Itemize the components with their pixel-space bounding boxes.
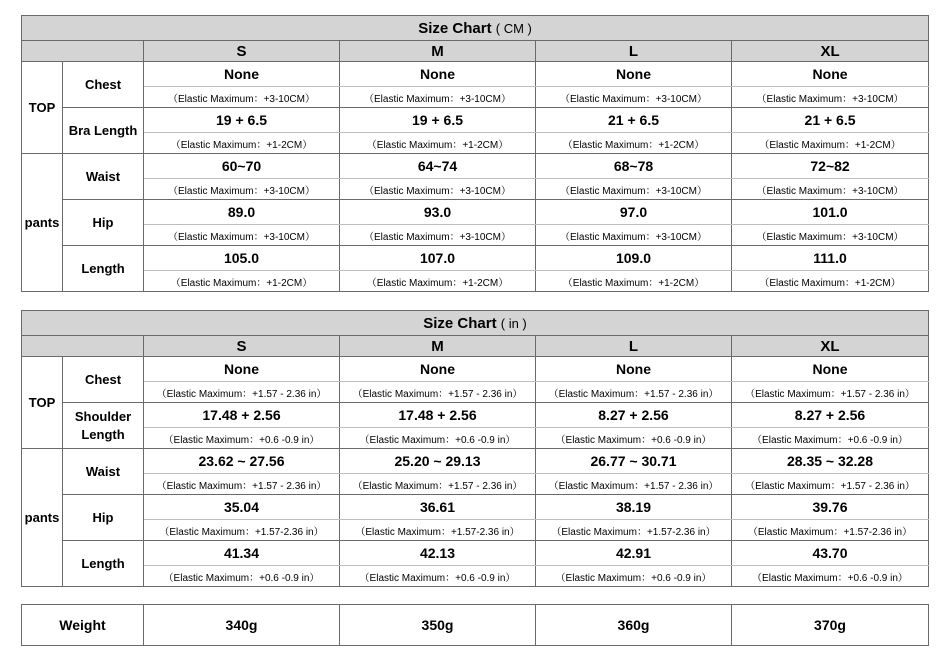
value-cell: 28.35 ~ 32.28 <box>732 449 929 474</box>
value-cell: 97.0 <box>536 200 732 225</box>
elastic-note: （Elastic Maximum：+1.57 - 2.36 in） <box>732 474 929 495</box>
elastic-note: （Elastic Maximum：+1-2CM） <box>732 133 929 154</box>
value-cell: None <box>340 62 536 87</box>
value-cell: 42.91 <box>536 541 732 566</box>
measurement-label: Bra Length <box>63 108 144 154</box>
weight-row <box>22 605 929 646</box>
elastic-note: （Elastic Maximum：+0.6 -0.9 in） <box>340 428 536 449</box>
chart-title-text: Size Chart <box>423 314 497 332</box>
group-label-pants: pants <box>22 449 63 587</box>
weight-value-l: 360g <box>536 605 732 646</box>
elastic-note: （Elastic Maximum：+3-10CM） <box>340 87 536 108</box>
value-cell: 23.62 ~ 27.56 <box>144 449 340 474</box>
value-cell: 17.48 + 2.56 <box>144 403 340 428</box>
elastic-note: （Elastic Maximum：+3-10CM） <box>144 87 340 108</box>
value-cell: 21 + 6.5 <box>536 108 732 133</box>
elastic-note: （Elastic Maximum：+1-2CM） <box>536 271 732 292</box>
elastic-note: （Elastic Maximum：+3-10CM） <box>536 179 732 200</box>
value-cell: 36.61 <box>340 495 536 520</box>
measurement-label: Hip <box>63 495 144 541</box>
row-length <box>22 246 929 271</box>
weight-value-s: 340g <box>144 605 340 646</box>
value-cell: 17.48 + 2.56 <box>340 403 536 428</box>
elastic-note: （Elastic Maximum：+1.57 - 2.36 in） <box>340 474 536 495</box>
value-cell: 89.0 <box>144 200 340 225</box>
row-waist-elastic <box>22 474 929 495</box>
value-cell: 43.70 <box>732 541 929 566</box>
size-header-l: L <box>536 41 732 62</box>
size-chart-cm-table <box>21 15 929 292</box>
header-corner <box>22 41 144 62</box>
elastic-note: （Elastic Maximum：+3-10CM） <box>732 225 929 246</box>
row-waist <box>22 449 929 474</box>
elastic-note: （Elastic Maximum：+1.57-2.36 in） <box>732 520 929 541</box>
value-cell: 109.0 <box>536 246 732 271</box>
elastic-note: （Elastic Maximum：+0.6 -0.9 in） <box>340 566 536 587</box>
elastic-note: （Elastic Maximum：+1.57 - 2.36 in） <box>732 382 929 403</box>
elastic-note: （Elastic Maximum：+1.57-2.36 in） <box>536 520 732 541</box>
measurement-label: Length <box>63 541 144 587</box>
size-header-row <box>22 336 929 357</box>
elastic-note: （Elastic Maximum：+3-10CM） <box>732 179 929 200</box>
value-cell: 42.13 <box>340 541 536 566</box>
value-cell: 101.0 <box>732 200 929 225</box>
value-cell: None <box>340 357 536 382</box>
chart-title <box>22 16 929 41</box>
chart-title-text: Size Chart <box>418 19 492 37</box>
elastic-note: （Elastic Maximum：+1.57 - 2.36 in） <box>144 474 340 495</box>
value-cell: 35.04 <box>144 495 340 520</box>
weight-table <box>21 604 929 646</box>
elastic-note: （Elastic Maximum：+0.6 -0.9 in） <box>144 428 340 449</box>
elastic-note: （Elastic Maximum：+1.57 - 2.36 in） <box>340 382 536 403</box>
row-chest-elastic <box>22 87 929 108</box>
row-hip <box>22 495 929 520</box>
value-cell: 111.0 <box>732 246 929 271</box>
row-bra-length <box>22 108 929 133</box>
elastic-note: （Elastic Maximum：+0.6 -0.9 in） <box>536 566 732 587</box>
value-cell: 68~78 <box>536 154 732 179</box>
chart-unit: ( CM ) <box>495 20 532 36</box>
elastic-note: （Elastic Maximum：+3-10CM） <box>536 225 732 246</box>
value-cell: None <box>732 357 929 382</box>
elastic-note: （Elastic Maximum：+1-2CM） <box>144 133 340 154</box>
title-row <box>22 311 929 336</box>
elastic-note: （Elastic Maximum：+1.57 - 2.36 in） <box>144 382 340 403</box>
row-chest-elastic <box>22 382 929 403</box>
value-cell: 107.0 <box>340 246 536 271</box>
row-hip <box>22 200 929 225</box>
row-shoulder-length <box>22 403 929 428</box>
value-cell: 26.77 ~ 30.71 <box>536 449 732 474</box>
value-cell: 39.76 <box>732 495 929 520</box>
row-chest <box>22 357 929 382</box>
value-cell: 25.20 ~ 29.13 <box>340 449 536 474</box>
size-header-row <box>22 41 929 62</box>
elastic-note: （Elastic Maximum：+1-2CM） <box>732 271 929 292</box>
size-header-xl: XL <box>732 336 929 357</box>
elastic-note: （Elastic Maximum：+3-10CM） <box>536 87 732 108</box>
value-cell: 60~70 <box>144 154 340 179</box>
elastic-note: （Elastic Maximum：+3-10CM） <box>340 225 536 246</box>
elastic-note: （Elastic Maximum：+1.57-2.36 in） <box>340 520 536 541</box>
measurement-label: Waist <box>63 154 144 200</box>
row-hip-elastic <box>22 520 929 541</box>
value-cell: 8.27 + 2.56 <box>732 403 929 428</box>
measurement-label: Chest <box>63 357 144 403</box>
elastic-note: （Elastic Maximum：+0.6 -0.9 in） <box>732 428 929 449</box>
elastic-note: （Elastic Maximum：+0.6 -0.9 in） <box>536 428 732 449</box>
measurement-label: Hip <box>63 200 144 246</box>
size-header-m: M <box>340 336 536 357</box>
chart-unit: ( in ) <box>500 315 527 331</box>
value-cell: 93.0 <box>340 200 536 225</box>
size-header-l: L <box>536 336 732 357</box>
group-label-top: TOP <box>22 62 63 154</box>
chart-title <box>22 311 929 336</box>
elastic-note: （Elastic Maximum：+0.6 -0.9 in） <box>144 566 340 587</box>
title-row <box>22 16 929 41</box>
group-label-top: TOP <box>22 357 63 449</box>
row-length-elastic <box>22 271 929 292</box>
value-cell: None <box>536 357 732 382</box>
elastic-note: （Elastic Maximum：+1-2CM） <box>144 271 340 292</box>
value-cell: 38.19 <box>536 495 732 520</box>
elastic-note: （Elastic Maximum：+3-10CM） <box>144 225 340 246</box>
size-header-xl: XL <box>732 41 929 62</box>
row-chest <box>22 62 929 87</box>
row-length <box>22 541 929 566</box>
value-cell: None <box>536 62 732 87</box>
size-chart-inch-table <box>21 310 929 587</box>
elastic-note: （Elastic Maximum：+1-2CM） <box>340 271 536 292</box>
row-shoulder-length-elastic <box>22 428 929 449</box>
weight-value-xl: 370g <box>732 605 929 646</box>
row-bra-length-elastic <box>22 133 929 154</box>
measurement-label: Shoulder Length <box>63 403 144 449</box>
elastic-note: （Elastic Maximum：+1.57 - 2.36 in） <box>536 382 732 403</box>
value-cell: 19 + 6.5 <box>340 108 536 133</box>
value-cell: None <box>144 62 340 87</box>
row-waist-elastic <box>22 179 929 200</box>
elastic-note: （Elastic Maximum：+1.57 - 2.36 in） <box>536 474 732 495</box>
elastic-note: （Elastic Maximum：+3-10CM） <box>732 87 929 108</box>
elastic-note: （Elastic Maximum：+1-2CM） <box>340 133 536 154</box>
elastic-note: （Elastic Maximum：+3-10CM） <box>340 179 536 200</box>
measurement-label: Chest <box>63 62 144 108</box>
measurement-label: Length <box>63 246 144 292</box>
value-cell: 105.0 <box>144 246 340 271</box>
value-cell: None <box>144 357 340 382</box>
weight-value-m: 350g <box>340 605 536 646</box>
size-header-s: S <box>144 41 340 62</box>
elastic-note: （Elastic Maximum：+1.57-2.36 in） <box>144 520 340 541</box>
size-header-m: M <box>340 41 536 62</box>
group-label-pants: pants <box>22 154 63 292</box>
elastic-note: （Elastic Maximum：+3-10CM） <box>144 179 340 200</box>
elastic-note: （Elastic Maximum：+1-2CM） <box>536 133 732 154</box>
value-cell: 72~82 <box>732 154 929 179</box>
value-cell: 8.27 + 2.56 <box>536 403 732 428</box>
header-corner <box>22 336 144 357</box>
row-waist <box>22 154 929 179</box>
value-cell: 21 + 6.5 <box>732 108 929 133</box>
value-cell: 41.34 <box>144 541 340 566</box>
elastic-note: （Elastic Maximum：+0.6 -0.9 in） <box>732 566 929 587</box>
size-header-s: S <box>144 336 340 357</box>
row-length-elastic <box>22 566 929 587</box>
value-cell: 19 + 6.5 <box>144 108 340 133</box>
measurement-label: Waist <box>63 449 144 495</box>
row-hip-elastic <box>22 225 929 246</box>
value-cell: 64~74 <box>340 154 536 179</box>
value-cell: None <box>732 62 929 87</box>
weight-label: Weight <box>22 605 144 646</box>
